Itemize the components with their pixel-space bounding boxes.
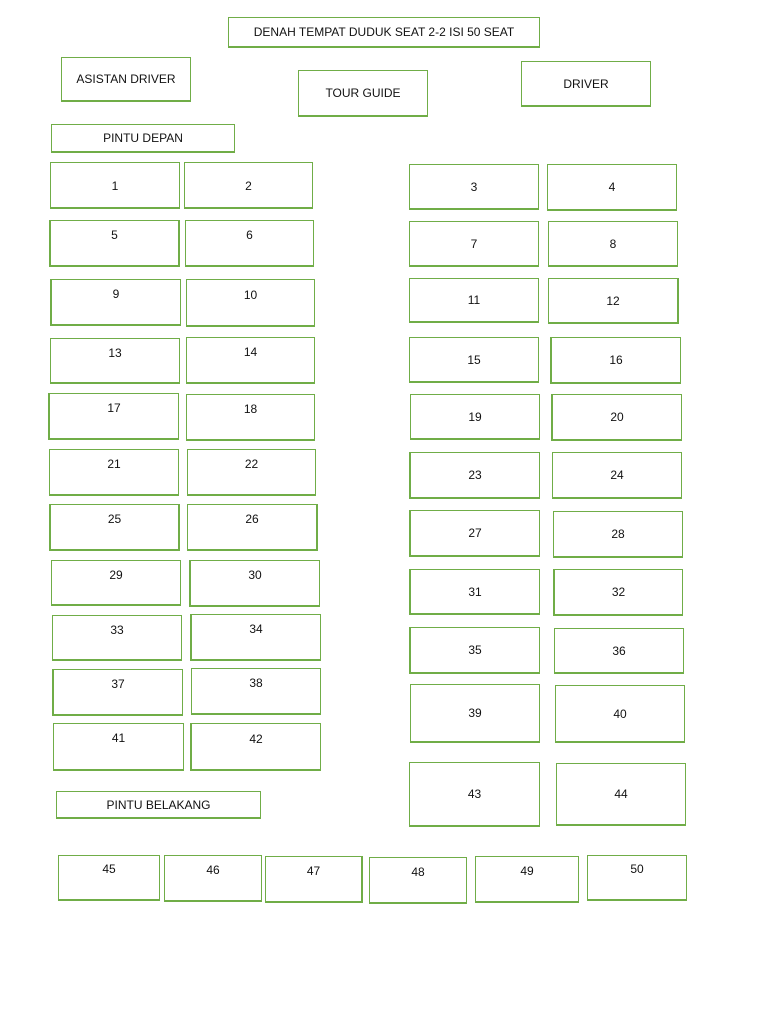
seat-10[interactable]: 10 — [186, 279, 315, 327]
seat-35[interactable]: 35 — [409, 627, 540, 674]
seat-13[interactable]: 13 — [50, 338, 180, 384]
driver-box: DRIVER — [521, 61, 651, 107]
seat-11[interactable]: 11 — [409, 278, 539, 323]
seat-46[interactable]: 46 — [164, 855, 262, 902]
seat-45[interactable]: 45 — [58, 855, 160, 901]
seat-5[interactable]: 5 — [49, 220, 180, 267]
tour-guide-box: TOUR GUIDE — [298, 70, 428, 117]
seat-40[interactable]: 40 — [555, 685, 685, 743]
seat-14[interactable]: 14 — [186, 337, 315, 384]
seat-8[interactable]: 8 — [548, 221, 678, 267]
seat-24[interactable]: 24 — [552, 452, 682, 499]
seat-7[interactable]: 7 — [409, 221, 539, 267]
seat-2[interactable]: 2 — [184, 162, 313, 209]
page-title: DENAH TEMPAT DUDUK SEAT 2-2 ISI 50 SEAT — [228, 17, 540, 48]
seat-33[interactable]: 33 — [52, 615, 182, 661]
seat-29[interactable]: 29 — [51, 560, 181, 606]
seat-28[interactable]: 28 — [553, 511, 683, 558]
seat-19[interactable]: 19 — [410, 394, 540, 440]
seat-30[interactable]: 30 — [189, 560, 320, 607]
seat-17[interactable]: 17 — [48, 393, 179, 440]
seat-25[interactable]: 25 — [49, 504, 180, 551]
seat-27[interactable]: 27 — [409, 510, 540, 557]
seat-26[interactable]: 26 — [187, 504, 318, 551]
asistan-driver-box: ASISTAN DRIVER — [61, 57, 191, 102]
seat-43[interactable]: 43 — [409, 762, 540, 827]
seat-50[interactable]: 50 — [587, 855, 687, 901]
seat-42[interactable]: 42 — [190, 723, 321, 771]
seat-32[interactable]: 32 — [553, 569, 683, 616]
seat-39[interactable]: 39 — [410, 684, 540, 743]
seat-21[interactable]: 21 — [49, 449, 179, 496]
seat-48[interactable]: 48 — [369, 857, 467, 904]
seat-38[interactable]: 38 — [191, 668, 321, 715]
seat-37[interactable]: 37 — [52, 669, 183, 716]
seat-3[interactable]: 3 — [409, 164, 539, 210]
seat-20[interactable]: 20 — [551, 394, 682, 441]
seat-34[interactable]: 34 — [190, 614, 321, 661]
seat-36[interactable]: 36 — [554, 628, 684, 674]
seat-15[interactable]: 15 — [409, 337, 539, 383]
seat-12[interactable]: 12 — [548, 278, 679, 324]
seat-31[interactable]: 31 — [409, 569, 540, 615]
seat-44[interactable]: 44 — [556, 763, 686, 826]
seat-22[interactable]: 22 — [187, 449, 316, 496]
seat-6[interactable]: 6 — [185, 220, 314, 267]
seat-23[interactable]: 23 — [409, 452, 540, 499]
seat-49[interactable]: 49 — [475, 856, 579, 903]
seat-9[interactable]: 9 — [50, 279, 181, 326]
seat-16[interactable]: 16 — [550, 337, 681, 384]
seat-18[interactable]: 18 — [186, 394, 315, 441]
seat-47[interactable]: 47 — [265, 856, 363, 903]
seat-1[interactable]: 1 — [50, 162, 180, 209]
seat-41[interactable]: 41 — [53, 723, 184, 771]
seat-4[interactable]: 4 — [547, 164, 677, 211]
pintu-depan-label: PINTU DEPAN — [51, 124, 235, 153]
pintu-belakang-label: PINTU BELAKANG — [56, 791, 261, 819]
